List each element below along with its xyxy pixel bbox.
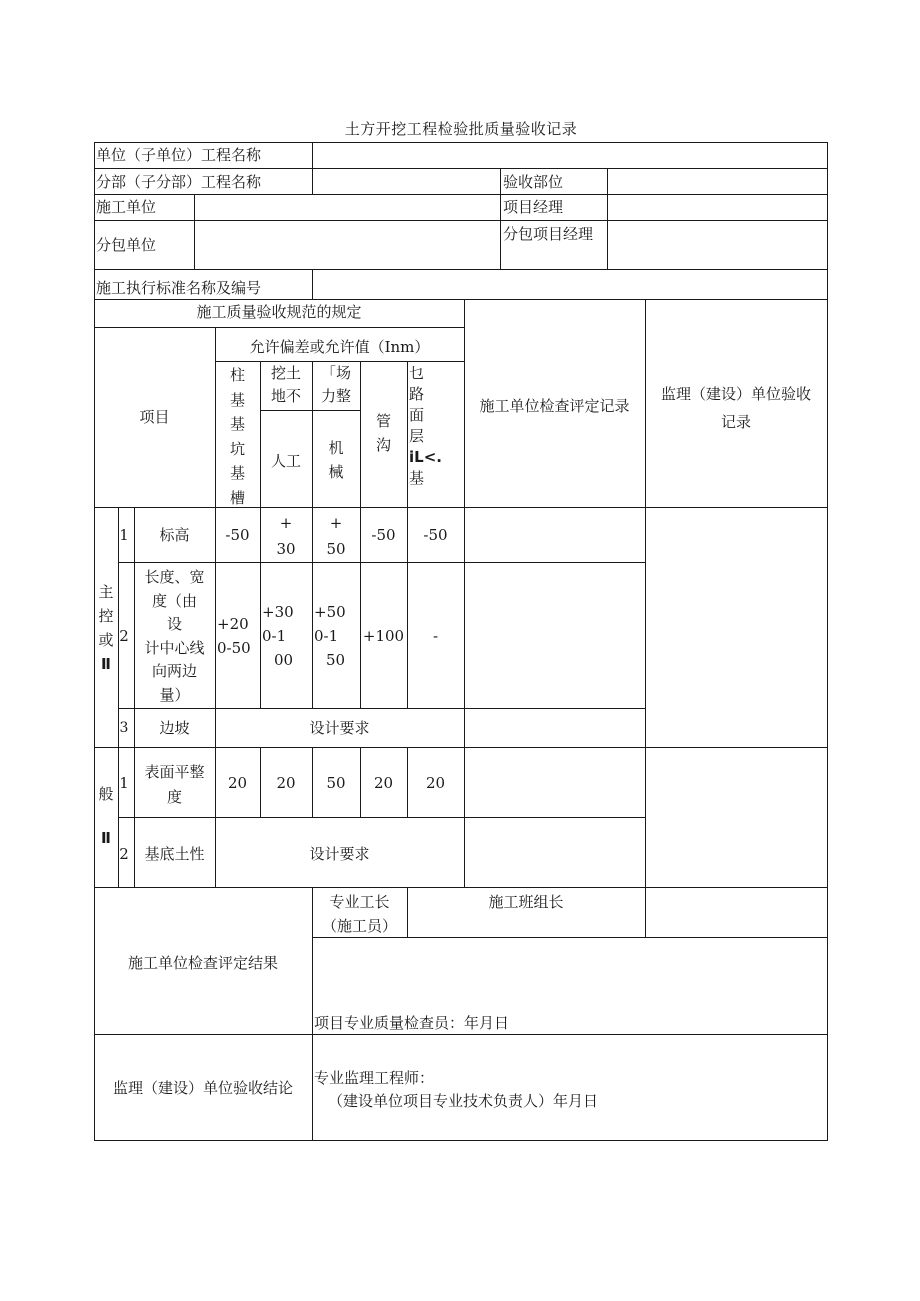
team-leader-label: 施工班组长 bbox=[488, 893, 564, 911]
value-cell: +30 0-1 00 bbox=[262, 603, 294, 669]
col-road-header: 乜 路 面 层 iL<. 基 bbox=[409, 364, 442, 487]
general-group-label: 般 Ⅱ bbox=[98, 785, 114, 847]
row-no: 3 bbox=[119, 720, 129, 736]
quality-inspector-signature: 项目专业质量检查员：年月日 bbox=[314, 1014, 510, 1032]
inspect-record-label: 施工单位检查评定记录 bbox=[479, 397, 630, 415]
value-cell: - bbox=[432, 627, 439, 645]
row-item-name: 长度、宽 度（由 设 计中心线 向两边 量） bbox=[144, 568, 205, 704]
supervise-record-label: 监理（建设）单位验收 记录 bbox=[660, 385, 811, 431]
supervise-conclusion-label: 监理（建设）单位验收结论 bbox=[112, 1079, 293, 1097]
col-area-mech-header: 「场 力整 bbox=[320, 364, 351, 405]
division-project-name-label: 分部（子分部）工程名称 bbox=[96, 173, 262, 191]
col-area-manual: 人工 bbox=[270, 452, 301, 470]
inspect-result-label: 施工单位检查评定结果 bbox=[127, 954, 278, 972]
value-cell: -50 bbox=[423, 526, 448, 544]
subcontract-unit-label: 分包单位 bbox=[96, 236, 157, 254]
col-pipe-header: 管 沟 bbox=[375, 412, 391, 454]
row-item-name: 基底土性 bbox=[144, 845, 205, 863]
subcontract-manager-label: 分包项目经理 bbox=[503, 225, 594, 243]
tolerance-heading: 允许偏差或允许值（Inm） bbox=[249, 338, 430, 356]
value-cell: +20 0-50 bbox=[217, 615, 251, 657]
row-no: 2 bbox=[119, 627, 129, 645]
main-control-group-label: 主 控 或 Ⅱ bbox=[98, 583, 114, 673]
merged-value-cell: 设计要求 bbox=[309, 719, 370, 737]
row-item-name: 标高 bbox=[159, 526, 190, 544]
row-no: 2 bbox=[119, 845, 129, 863]
unit-project-name-label: 单位（子单位）工程名称 bbox=[96, 146, 262, 164]
value-cell: 20 bbox=[227, 774, 248, 792]
construction-unit-label: 施工单位 bbox=[96, 198, 157, 216]
merged-value-cell: 设计要求 bbox=[309, 845, 370, 863]
value-cell: -50 bbox=[371, 526, 396, 544]
col-pit-header: 柱 基 基 坑 基 槽 bbox=[229, 366, 245, 507]
value-cell: -50 bbox=[225, 526, 250, 544]
page-title: 土方开挖工程检验批质量验收记录 bbox=[344, 120, 578, 138]
item-label: 项目 bbox=[139, 408, 170, 426]
value-cell: 20 bbox=[276, 774, 296, 792]
standard-label: 施工执行标准名称及编号 bbox=[96, 279, 262, 297]
value-cell: + 50 bbox=[326, 514, 346, 558]
value-cell: 20 bbox=[425, 774, 446, 792]
value-cell: +50 0-1 50 bbox=[314, 603, 346, 669]
row-item-name: 边坡 bbox=[159, 719, 190, 737]
spec-heading: 施工质量验收规范的规定 bbox=[196, 303, 362, 321]
value-cell: + 30 bbox=[276, 514, 296, 558]
col-area-mech: 机 械 bbox=[328, 439, 344, 481]
value-cell: +100 bbox=[362, 627, 405, 645]
foreman-label: 专业工长 （施工员） bbox=[321, 893, 397, 935]
owner-rep-signature: （建设单位项目专业技术负责人）年月日 bbox=[328, 1092, 599, 1110]
project-manager-label: 项目经理 bbox=[503, 198, 564, 216]
supervise-engineer-signature: 专业监理工程师： bbox=[314, 1069, 435, 1087]
acceptance-part-label: 验收部位 bbox=[503, 173, 564, 191]
row-no: 1 bbox=[119, 526, 129, 544]
col-area-header: 挖土 地不 bbox=[270, 364, 301, 405]
row-item-name: 表面平整 度 bbox=[144, 763, 205, 806]
value-cell: 20 bbox=[373, 774, 394, 792]
value-cell: 50 bbox=[326, 774, 346, 792]
row-no: 1 bbox=[119, 774, 129, 792]
